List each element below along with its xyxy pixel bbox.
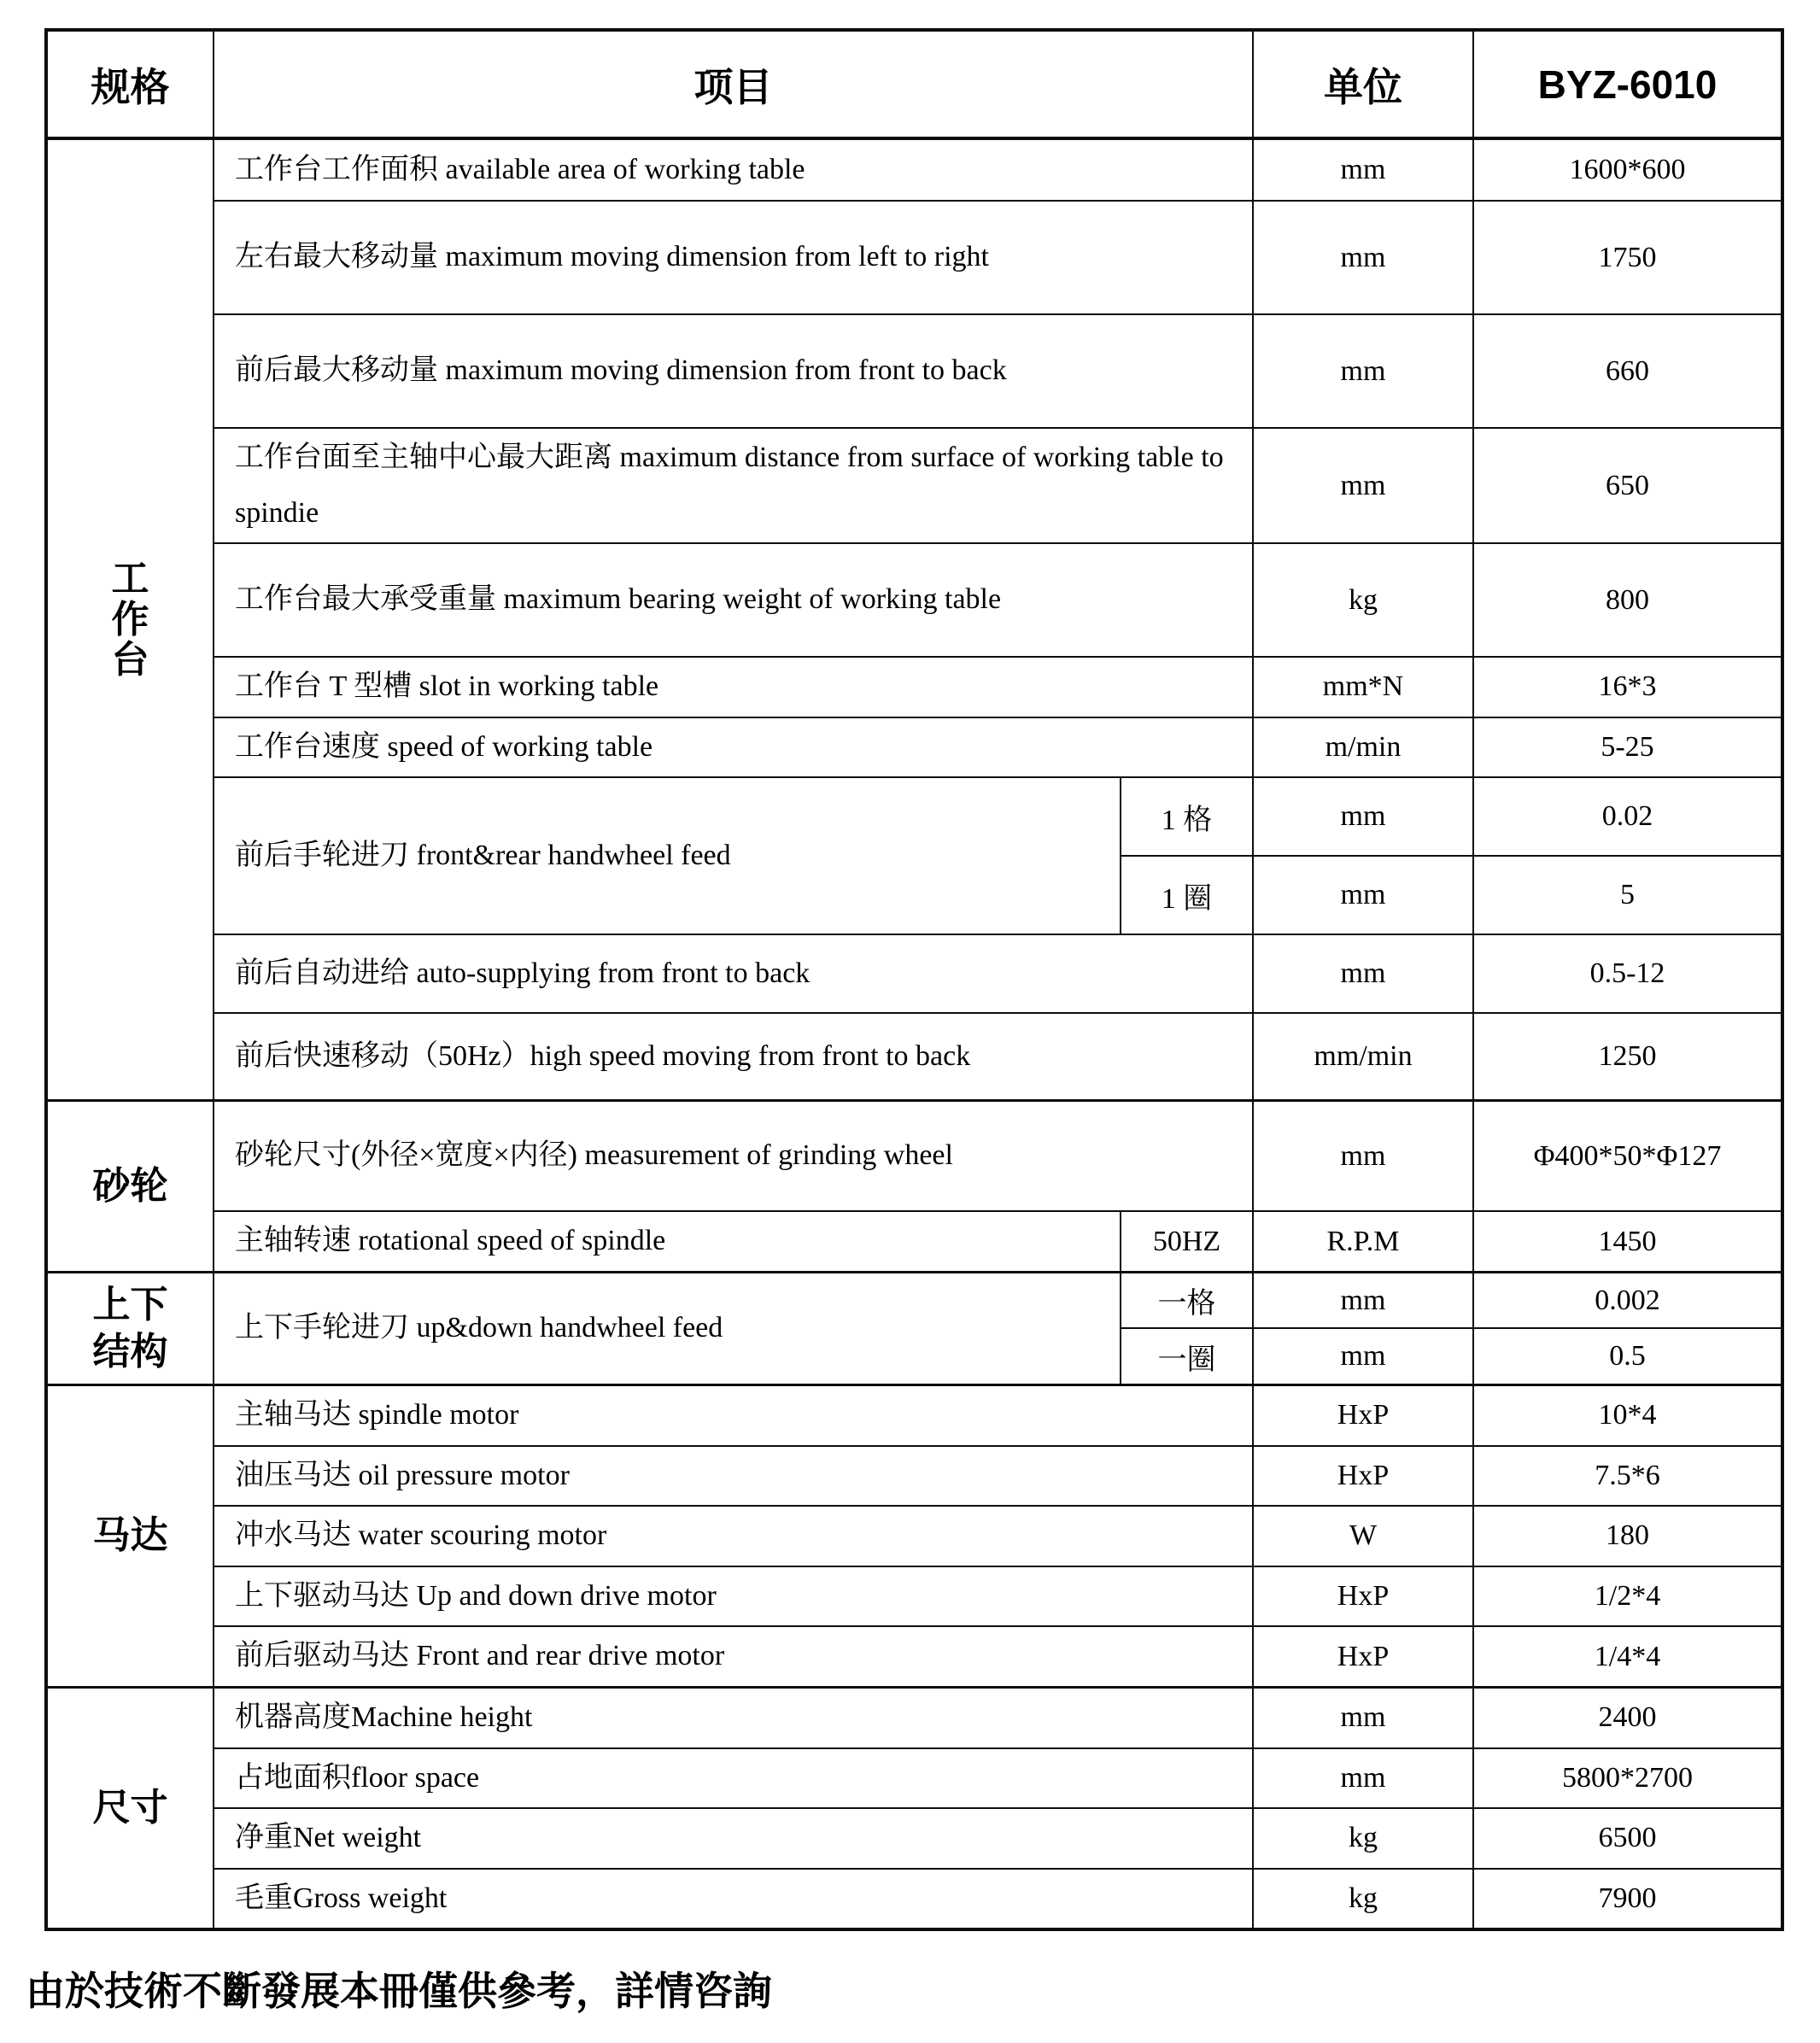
value-cell: 5800*2700 xyxy=(1473,1748,1782,1809)
value-cell: 1250 xyxy=(1473,1013,1782,1100)
item-cell: 工作台速度 speed of working table xyxy=(214,717,1253,778)
item-cell: 上下驱动马达 Up and down drive motor xyxy=(214,1566,1253,1627)
value-cell: 6500 xyxy=(1473,1808,1782,1869)
sub-cell: 1 格 xyxy=(1121,777,1253,856)
value-cell: 1600*600 xyxy=(1473,138,1782,201)
item-cell: 占地面积floor space xyxy=(214,1748,1253,1809)
unit-cell: HxP xyxy=(1253,1384,1473,1445)
unit-cell: mm xyxy=(1253,138,1473,201)
group-label-cell-size: 尺寸 xyxy=(46,1687,214,1929)
table-row xyxy=(46,1626,1782,1687)
table-row xyxy=(46,314,1782,428)
item-cell: 前后驱动马达 Front and rear drive motor xyxy=(214,1626,1253,1687)
value-cell: 180 xyxy=(1473,1506,1782,1566)
value-cell: 0.5 xyxy=(1473,1328,1782,1384)
value-cell: 7.5*6 xyxy=(1473,1446,1782,1507)
item-cell: 工作台最大承受重量 maximum bearing weight of working table xyxy=(214,543,1253,657)
item-cell: 油压马达 oil pressure motor xyxy=(214,1446,1253,1507)
table-row xyxy=(46,1869,1782,1930)
item-cell: 工作台工作面积 available area of working table xyxy=(214,138,1253,201)
unit-cell: mm*N xyxy=(1253,657,1473,717)
table-row xyxy=(46,428,1782,543)
table-row xyxy=(46,1100,1782,1211)
unit-cell: mm xyxy=(1253,777,1473,856)
table-row xyxy=(46,1384,1782,1445)
group-label-text: 工作台 xyxy=(111,558,149,682)
value-cell: 7900 xyxy=(1473,1869,1782,1930)
table-row xyxy=(46,777,1782,856)
table-row xyxy=(46,657,1782,717)
value-cell: 1450 xyxy=(1473,1211,1782,1272)
item-cell: 前后快速移动（50Hz）high speed moving from front to back xyxy=(214,1013,1253,1100)
table-row xyxy=(46,1687,1782,1747)
item-cell: 净重Net weight xyxy=(214,1808,1253,1869)
item-cell: 砂轮尺寸(外径×宽度×内径) measurement of grinding wheel xyxy=(214,1100,1253,1211)
group-label-cell-wheel: 砂轮 xyxy=(46,1100,214,1272)
value-cell: 0.02 xyxy=(1473,777,1782,856)
unit-cell: mm xyxy=(1253,934,1473,1013)
unit-cell: mm xyxy=(1253,1272,1473,1328)
unit-cell: mm xyxy=(1253,856,1473,934)
header-spec-cell: 规格 xyxy=(46,30,214,138)
value-cell: 5-25 xyxy=(1473,717,1782,778)
value-cell: 10*4 xyxy=(1473,1384,1782,1445)
unit-cell: mm xyxy=(1253,1687,1473,1747)
unit-cell: HxP xyxy=(1253,1626,1473,1687)
header-model-cell: BYZ-6010 xyxy=(1473,30,1782,138)
group-label-cell-worktable xyxy=(46,138,214,1100)
unit-cell: mm xyxy=(1253,1328,1473,1384)
value-cell: 650 xyxy=(1473,428,1782,543)
table-row xyxy=(46,1808,1782,1869)
group-label-cell-updown xyxy=(46,1272,214,1384)
sub-cell: 1 圈 xyxy=(1121,856,1253,934)
group-label-text: 上下结构 xyxy=(92,1284,168,1373)
item-cell: 冲水马达 water scouring motor xyxy=(214,1506,1253,1566)
table-row xyxy=(46,1748,1782,1809)
item-cell: 主轴转速 rotational speed of spindle xyxy=(214,1211,1121,1272)
unit-cell: W xyxy=(1253,1506,1473,1566)
table-row xyxy=(46,543,1782,657)
unit-cell: mm xyxy=(1253,428,1473,543)
unit-cell: HxP xyxy=(1253,1446,1473,1507)
table-row xyxy=(46,1272,1782,1328)
footer-note: 由於技術不斷發展本冊僅供參考，詳情咨詢 xyxy=(26,1969,772,2014)
value-cell: 800 xyxy=(1473,543,1782,657)
unit-cell: mm/min xyxy=(1253,1013,1473,1100)
table-row xyxy=(46,201,1782,314)
item-cell: 工作台面至主轴中心最大距离 maximum distance from surface of working table to spindie xyxy=(214,428,1253,543)
table-row xyxy=(46,934,1782,1013)
unit-cell: m/min xyxy=(1253,717,1473,778)
table-row xyxy=(46,1566,1782,1627)
value-cell: 660 xyxy=(1473,314,1782,428)
value-cell: 1/4*4 xyxy=(1473,1626,1782,1687)
value-cell: 0.5-12 xyxy=(1473,934,1782,1013)
value-cell: 1750 xyxy=(1473,201,1782,314)
header-unit-cell: 单位 xyxy=(1253,30,1473,138)
unit-cell: mm xyxy=(1253,1748,1473,1809)
value-cell: 5 xyxy=(1473,856,1782,934)
item-cell: 左右最大移动量 maximum moving dimension from left to right xyxy=(214,201,1253,314)
value-cell: Φ400*50*Φ127 xyxy=(1473,1100,1782,1211)
value-cell: 2400 xyxy=(1473,1687,1782,1747)
table-row xyxy=(46,717,1782,778)
sub-cell: 50HZ xyxy=(1121,1211,1253,1272)
unit-cell: mm xyxy=(1253,201,1473,314)
item-cell: 前后手轮进刀 front&rear handwheel feed xyxy=(214,777,1121,934)
sub-cell: 一格 xyxy=(1121,1272,1253,1328)
unit-cell: R.P.M xyxy=(1253,1211,1473,1272)
table-row xyxy=(46,1506,1782,1566)
table-row xyxy=(46,138,1782,201)
table-row xyxy=(46,1211,1782,1272)
spec-table xyxy=(44,28,1784,1931)
table-row xyxy=(46,1013,1782,1100)
item-cell: 毛重Gross weight xyxy=(214,1869,1253,1930)
item-cell: 前后最大移动量 maximum moving dimension from front to back xyxy=(214,314,1253,428)
unit-cell: kg xyxy=(1253,1808,1473,1869)
item-cell: 上下手轮进刀 up&down handwheel feed xyxy=(214,1272,1121,1384)
unit-cell: kg xyxy=(1253,1869,1473,1930)
sub-cell: 一圈 xyxy=(1121,1328,1253,1384)
header-row xyxy=(46,30,1782,138)
unit-cell: HxP xyxy=(1253,1566,1473,1627)
unit-cell: mm xyxy=(1253,1100,1473,1211)
table-row xyxy=(46,1446,1782,1507)
item-cell: 机器高度Machine height xyxy=(214,1687,1253,1747)
item-cell: 工作台 T 型槽 slot in working table xyxy=(214,657,1253,717)
item-cell: 前后自动进给 auto-supplying from front to back xyxy=(214,934,1253,1013)
item-cell: 主轴马达 spindle motor xyxy=(214,1384,1253,1445)
value-cell: 0.002 xyxy=(1473,1272,1782,1328)
unit-cell: kg xyxy=(1253,543,1473,657)
header-item-cell: 项目 xyxy=(214,30,1253,138)
value-cell: 16*3 xyxy=(1473,657,1782,717)
group-label-cell-motor: 马达 xyxy=(46,1384,214,1687)
value-cell: 1/2*4 xyxy=(1473,1566,1782,1627)
unit-cell: mm xyxy=(1253,314,1473,428)
